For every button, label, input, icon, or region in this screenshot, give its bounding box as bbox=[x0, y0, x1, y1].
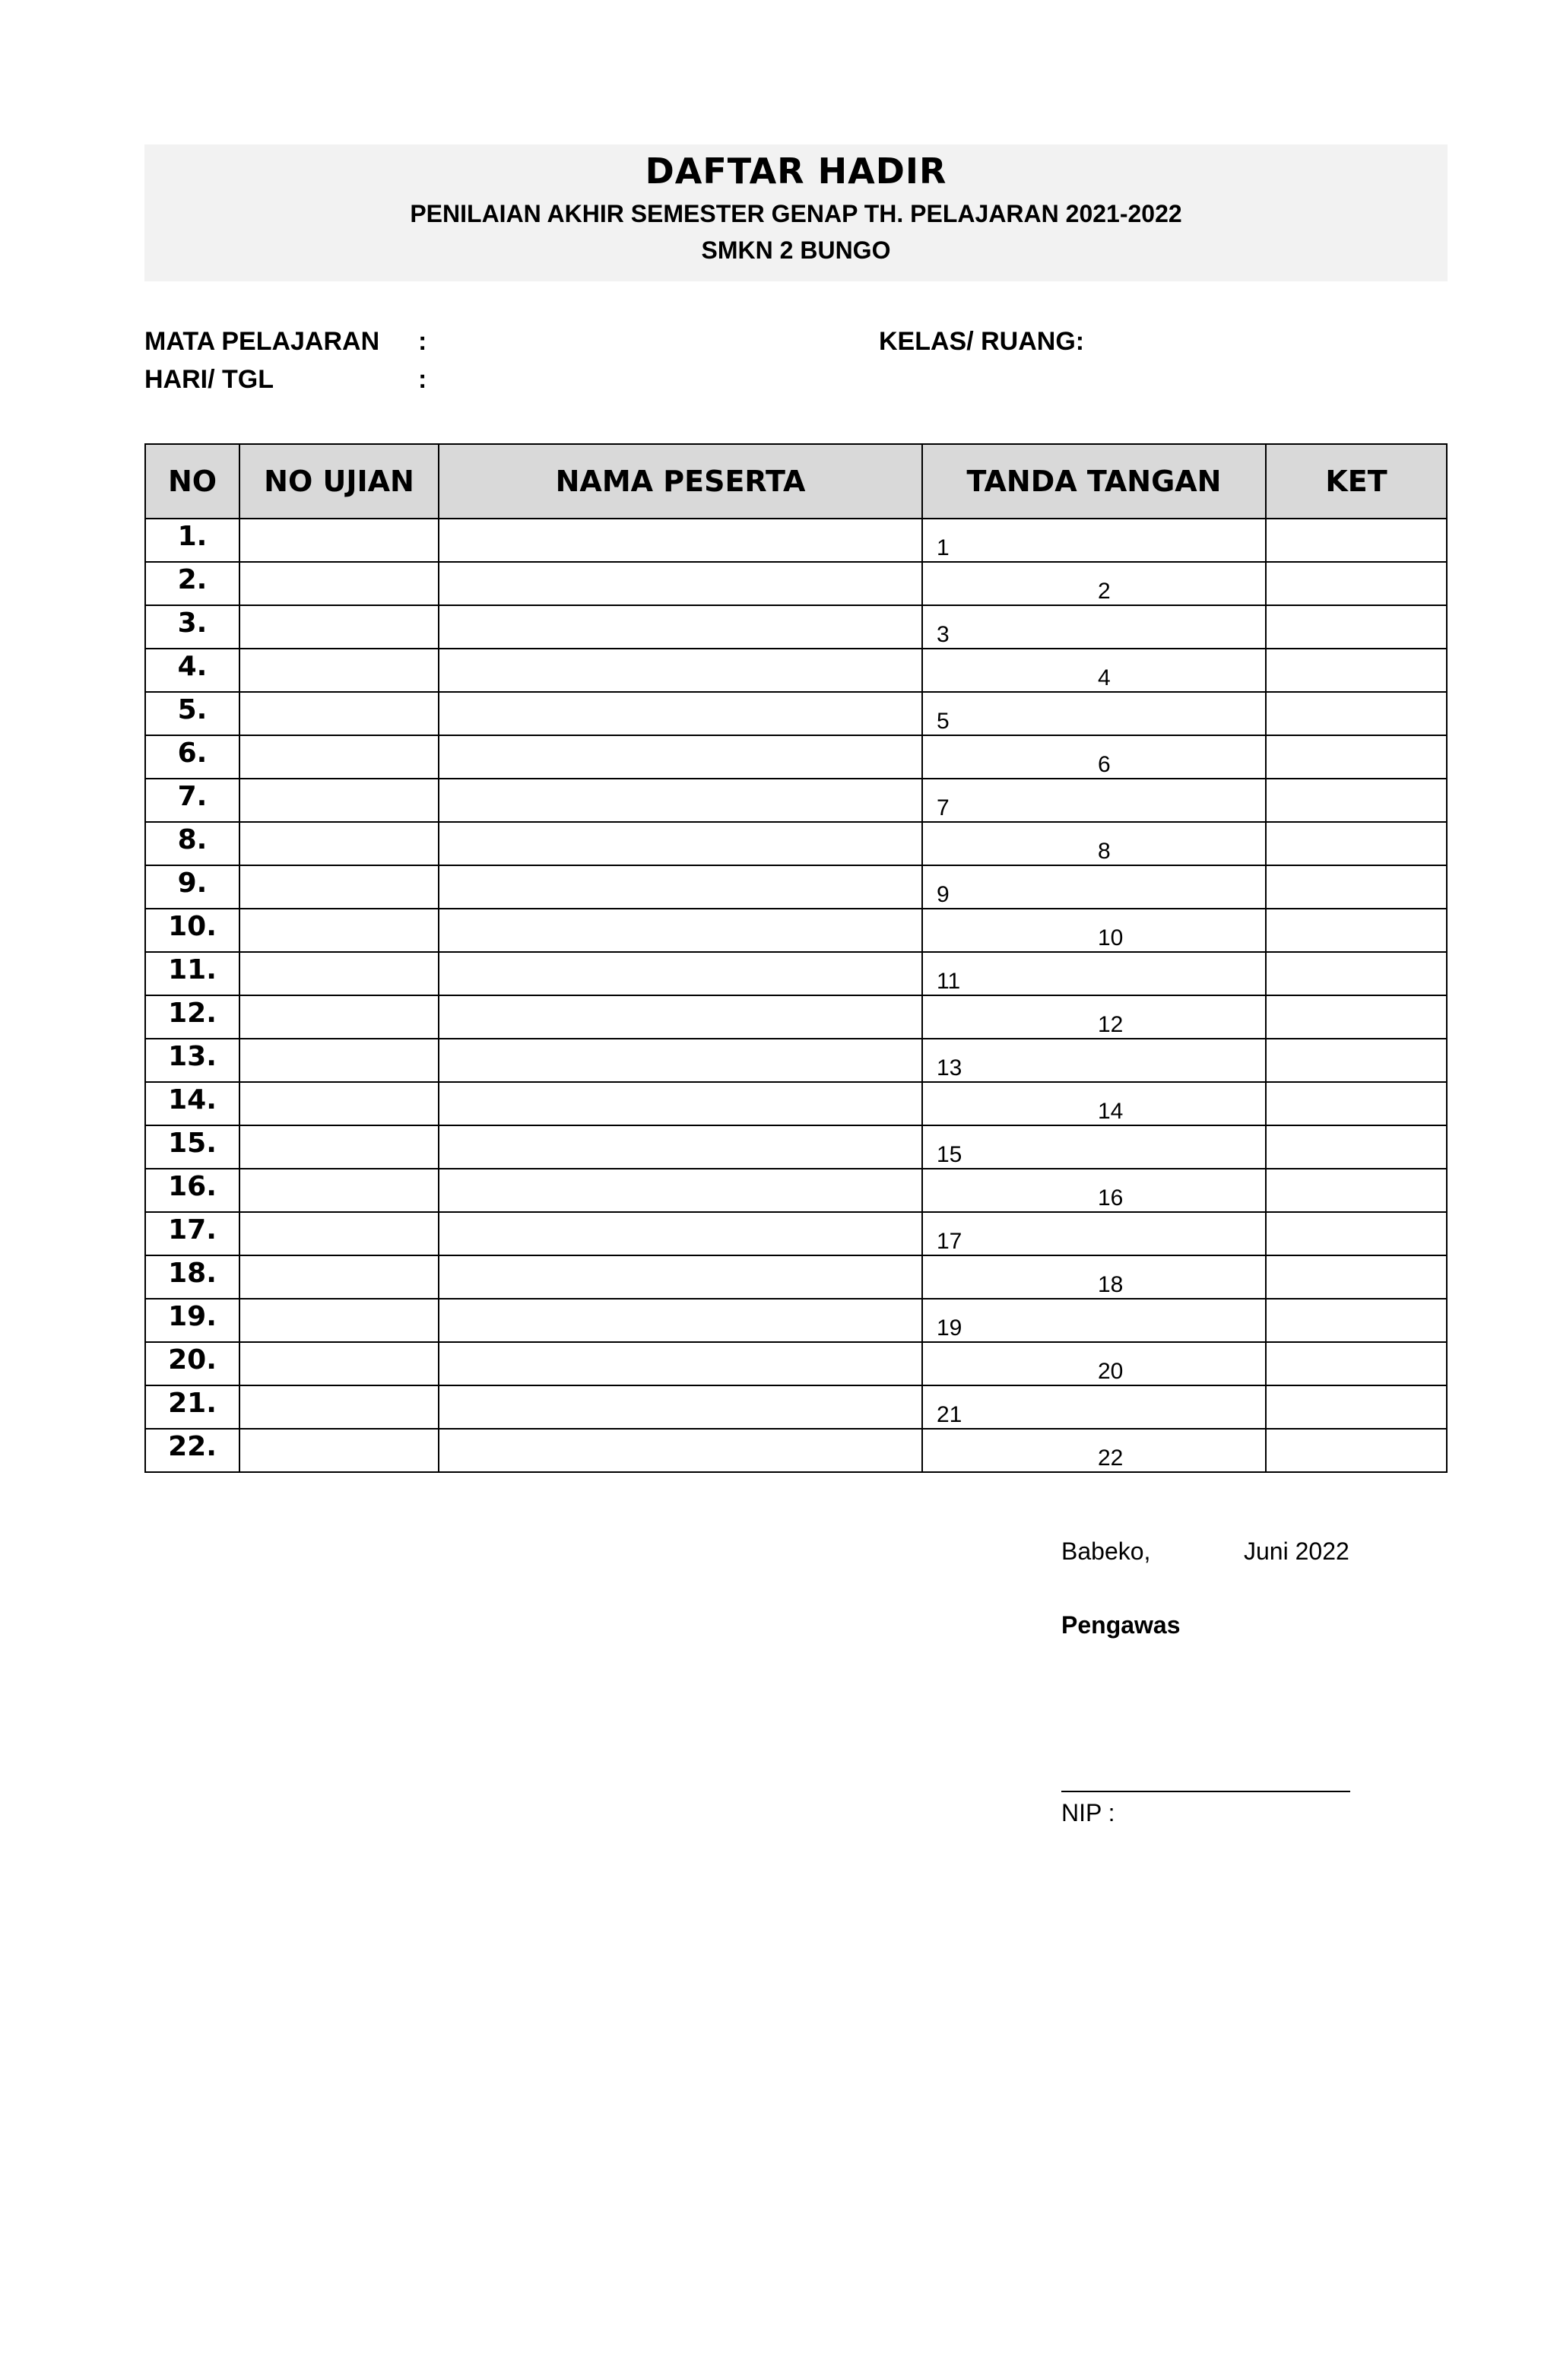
exam-number-cell[interactable] bbox=[239, 779, 439, 822]
signature-cell[interactable] bbox=[922, 1429, 1266, 1472]
row-number: 19. bbox=[145, 1299, 239, 1342]
row-number: 11. bbox=[145, 952, 239, 995]
date-colon: : bbox=[418, 365, 427, 394]
signature-cell[interactable] bbox=[922, 519, 1266, 562]
exam-number-cell[interactable] bbox=[239, 1299, 439, 1342]
remarks-cell[interactable] bbox=[1266, 909, 1447, 952]
signature-cell[interactable] bbox=[922, 822, 1266, 865]
exam-number-cell[interactable] bbox=[239, 1039, 439, 1082]
exam-number-cell[interactable] bbox=[239, 995, 439, 1039]
signature-cell[interactable] bbox=[922, 605, 1266, 649]
signature-cell[interactable] bbox=[922, 1385, 1266, 1429]
exam-number-cell[interactable] bbox=[239, 562, 439, 605]
column-header-no: NO bbox=[145, 444, 239, 519]
table-row bbox=[145, 562, 1447, 605]
row-number: 12. bbox=[145, 995, 239, 1039]
signature-number: 13 bbox=[937, 1055, 962, 1081]
remarks-cell[interactable] bbox=[1266, 779, 1447, 822]
signature-number: 14 bbox=[1098, 1099, 1124, 1124]
row-number: 22. bbox=[145, 1429, 239, 1472]
table-row bbox=[145, 952, 1447, 995]
signature-number: 9 bbox=[937, 882, 950, 907]
signature-number: 15 bbox=[937, 1142, 962, 1167]
signature-number: 3 bbox=[937, 622, 950, 647]
table-row bbox=[145, 1169, 1447, 1212]
document-subtitle: PENILAIAN AKHIR SEMESTER GENAP TH. PELAJARAN 2021-2022 bbox=[410, 200, 1182, 227]
participant-name-cell[interactable] bbox=[439, 952, 922, 995]
participant-name-cell[interactable] bbox=[439, 1082, 922, 1125]
column-header-participant-name: NAMA PESERTA bbox=[439, 444, 922, 519]
column-header-exam-number: NO UJIAN bbox=[239, 444, 439, 519]
table-row bbox=[145, 995, 1447, 1039]
signature-cell[interactable] bbox=[922, 1125, 1266, 1169]
signature-cell[interactable] bbox=[922, 1082, 1266, 1125]
table-row bbox=[145, 649, 1447, 692]
signature-cell[interactable] bbox=[922, 1212, 1266, 1255]
remarks-cell[interactable] bbox=[1266, 1039, 1447, 1082]
exam-number-cell[interactable] bbox=[239, 952, 439, 995]
document-title: DAFTAR HADIR bbox=[645, 151, 947, 192]
attendance-table bbox=[144, 443, 1448, 1473]
exam-number-cell[interactable] bbox=[239, 1429, 439, 1472]
attendance-table-body bbox=[145, 519, 1447, 1472]
signature-cell[interactable] bbox=[922, 865, 1266, 909]
participant-name-cell[interactable] bbox=[439, 779, 922, 822]
table-row bbox=[145, 1039, 1447, 1082]
signature-number: 4 bbox=[1098, 665, 1111, 690]
signature-number: 20 bbox=[1098, 1359, 1124, 1384]
remarks-cell[interactable] bbox=[1266, 1342, 1447, 1385]
table-row bbox=[145, 1082, 1447, 1125]
table-row bbox=[145, 1125, 1447, 1169]
nip-label: NIP : bbox=[1061, 1799, 1115, 1826]
table-row bbox=[145, 519, 1447, 562]
table-row bbox=[145, 735, 1447, 779]
table-row bbox=[145, 865, 1447, 909]
school-name: SMKN 2 BUNGO bbox=[701, 236, 891, 264]
signature-number: 2 bbox=[1098, 579, 1111, 604]
signature-cell[interactable] bbox=[922, 562, 1266, 605]
signature-number: 12 bbox=[1098, 1012, 1124, 1037]
subject-colon: : bbox=[418, 327, 427, 356]
exam-number-cell[interactable] bbox=[239, 909, 439, 952]
row-number: 15. bbox=[145, 1125, 239, 1169]
signature-cell[interactable] bbox=[922, 1039, 1266, 1082]
remarks-cell[interactable] bbox=[1266, 649, 1447, 692]
exam-number-cell[interactable] bbox=[239, 519, 439, 562]
remarks-cell[interactable] bbox=[1266, 605, 1447, 649]
participant-name-cell[interactable] bbox=[439, 605, 922, 649]
signature-cell[interactable] bbox=[922, 995, 1266, 1039]
signature-cell[interactable] bbox=[922, 779, 1266, 822]
signature-number: 21 bbox=[937, 1402, 962, 1427]
remarks-cell[interactable] bbox=[1266, 1082, 1447, 1125]
exam-number-cell[interactable] bbox=[239, 605, 439, 649]
signature-number: 8 bbox=[1098, 839, 1111, 864]
row-number: 5. bbox=[145, 692, 239, 735]
exam-number-cell[interactable] bbox=[239, 692, 439, 735]
row-number: 18. bbox=[145, 1255, 239, 1299]
signature-number: 7 bbox=[937, 795, 950, 820]
signature-number: 6 bbox=[1098, 752, 1111, 777]
row-number: 6. bbox=[145, 735, 239, 779]
remarks-cell[interactable] bbox=[1266, 1125, 1447, 1169]
signature-number: 10 bbox=[1098, 925, 1124, 950]
remarks-cell[interactable] bbox=[1266, 1299, 1447, 1342]
signature-cell[interactable] bbox=[922, 735, 1266, 779]
row-number: 9. bbox=[145, 865, 239, 909]
remarks-cell[interactable] bbox=[1266, 995, 1447, 1039]
participant-name-cell[interactable] bbox=[439, 1429, 922, 1472]
table-row bbox=[145, 779, 1447, 822]
table-header-row bbox=[145, 444, 1447, 519]
remarks-cell[interactable] bbox=[1266, 1169, 1447, 1212]
participant-name-cell[interactable] bbox=[439, 1125, 922, 1169]
supervisor-title: Pengawas bbox=[1061, 1611, 1181, 1639]
row-number: 14. bbox=[145, 1082, 239, 1125]
signature-number: 22 bbox=[1098, 1445, 1124, 1471]
row-number: 3. bbox=[145, 605, 239, 649]
table-row bbox=[145, 1255, 1447, 1299]
exam-number-cell[interactable] bbox=[239, 1255, 439, 1299]
signature-number: 18 bbox=[1098, 1272, 1124, 1297]
row-number: 4. bbox=[145, 649, 239, 692]
table-row bbox=[145, 692, 1447, 735]
table-row bbox=[145, 1385, 1447, 1429]
participant-name-cell[interactable] bbox=[439, 562, 922, 605]
signature-cell[interactable] bbox=[922, 952, 1266, 995]
remarks-cell[interactable] bbox=[1266, 1429, 1447, 1472]
participant-name-cell[interactable] bbox=[439, 1342, 922, 1385]
row-number: 2. bbox=[145, 562, 239, 605]
exam-number-cell[interactable] bbox=[239, 1082, 439, 1125]
signature-number: 11 bbox=[937, 969, 961, 994]
date-label: HARI/ TGL bbox=[144, 365, 274, 394]
participant-name-cell[interactable] bbox=[439, 995, 922, 1039]
remarks-cell[interactable] bbox=[1266, 1385, 1447, 1429]
exam-number-cell[interactable] bbox=[239, 1169, 439, 1212]
participant-name-cell[interactable] bbox=[439, 865, 922, 909]
exam-number-cell[interactable] bbox=[239, 1212, 439, 1255]
table-row bbox=[145, 1212, 1447, 1255]
table-row bbox=[145, 1342, 1447, 1385]
participant-name-cell[interactable] bbox=[439, 519, 922, 562]
remarks-cell[interactable] bbox=[1266, 562, 1447, 605]
remarks-cell[interactable] bbox=[1266, 952, 1447, 995]
header-box bbox=[144, 144, 1448, 281]
signature-number: 19 bbox=[937, 1315, 962, 1341]
row-number: 1. bbox=[145, 519, 239, 562]
participant-name-cell[interactable] bbox=[439, 735, 922, 779]
signature-date: Juni 2022 bbox=[1244, 1537, 1349, 1565]
exam-number-cell[interactable] bbox=[239, 822, 439, 865]
participant-name-cell[interactable] bbox=[439, 909, 922, 952]
table-row bbox=[145, 909, 1447, 952]
table-row bbox=[145, 822, 1447, 865]
signature-line bbox=[1061, 1791, 1350, 1792]
remarks-cell[interactable] bbox=[1266, 735, 1447, 779]
signature-cell[interactable] bbox=[922, 909, 1266, 952]
exam-number-cell[interactable] bbox=[239, 1342, 439, 1385]
participant-name-cell[interactable] bbox=[439, 1039, 922, 1082]
exam-number-cell[interactable] bbox=[239, 649, 439, 692]
signature-number: 5 bbox=[937, 709, 950, 734]
signature-cell[interactable] bbox=[922, 1169, 1266, 1212]
participant-name-cell[interactable] bbox=[439, 822, 922, 865]
signature-number: 1 bbox=[937, 535, 950, 560]
participant-name-cell[interactable] bbox=[439, 1299, 922, 1342]
signature-cell[interactable] bbox=[922, 1299, 1266, 1342]
column-header-signature: TANDA TANGAN bbox=[922, 444, 1266, 519]
participant-name-cell[interactable] bbox=[439, 692, 922, 735]
exam-number-cell[interactable] bbox=[239, 735, 439, 779]
row-number: 13. bbox=[145, 1039, 239, 1082]
remarks-cell[interactable] bbox=[1266, 692, 1447, 735]
signature-cell[interactable] bbox=[922, 1342, 1266, 1385]
row-number: 17. bbox=[145, 1212, 239, 1255]
signature-place: Babeko, bbox=[1061, 1537, 1151, 1565]
row-number: 8. bbox=[145, 822, 239, 865]
remarks-cell[interactable] bbox=[1266, 1212, 1447, 1255]
remarks-cell[interactable] bbox=[1266, 519, 1447, 562]
table-row bbox=[145, 1299, 1447, 1342]
signature-cell[interactable] bbox=[922, 1255, 1266, 1299]
participant-name-cell[interactable] bbox=[439, 1169, 922, 1212]
participant-name-cell[interactable] bbox=[439, 649, 922, 692]
row-number: 21. bbox=[145, 1385, 239, 1429]
column-header-remarks: KET bbox=[1266, 444, 1447, 519]
signature-cell[interactable] bbox=[922, 692, 1266, 735]
subject-label: MATA PELAJARAN bbox=[144, 327, 380, 356]
exam-number-cell[interactable] bbox=[239, 1125, 439, 1169]
remarks-cell[interactable] bbox=[1266, 865, 1447, 909]
table-row bbox=[145, 605, 1447, 649]
participant-name-cell[interactable] bbox=[439, 1255, 922, 1299]
row-number: 10. bbox=[145, 909, 239, 952]
signature-number: 16 bbox=[1098, 1185, 1124, 1211]
table-row bbox=[145, 1429, 1447, 1472]
row-number: 7. bbox=[145, 779, 239, 822]
row-number: 16. bbox=[145, 1169, 239, 1212]
participant-name-cell[interactable] bbox=[439, 1212, 922, 1255]
remarks-cell[interactable] bbox=[1266, 822, 1447, 865]
class-room-label: KELAS/ RUANG: bbox=[879, 327, 1085, 356]
row-number: 20. bbox=[145, 1342, 239, 1385]
exam-number-cell[interactable] bbox=[239, 865, 439, 909]
signature-cell[interactable] bbox=[922, 649, 1266, 692]
signature-number: 17 bbox=[937, 1229, 962, 1254]
exam-number-cell[interactable] bbox=[239, 1385, 439, 1429]
remarks-cell[interactable] bbox=[1266, 1255, 1447, 1299]
participant-name-cell[interactable] bbox=[439, 1385, 922, 1429]
